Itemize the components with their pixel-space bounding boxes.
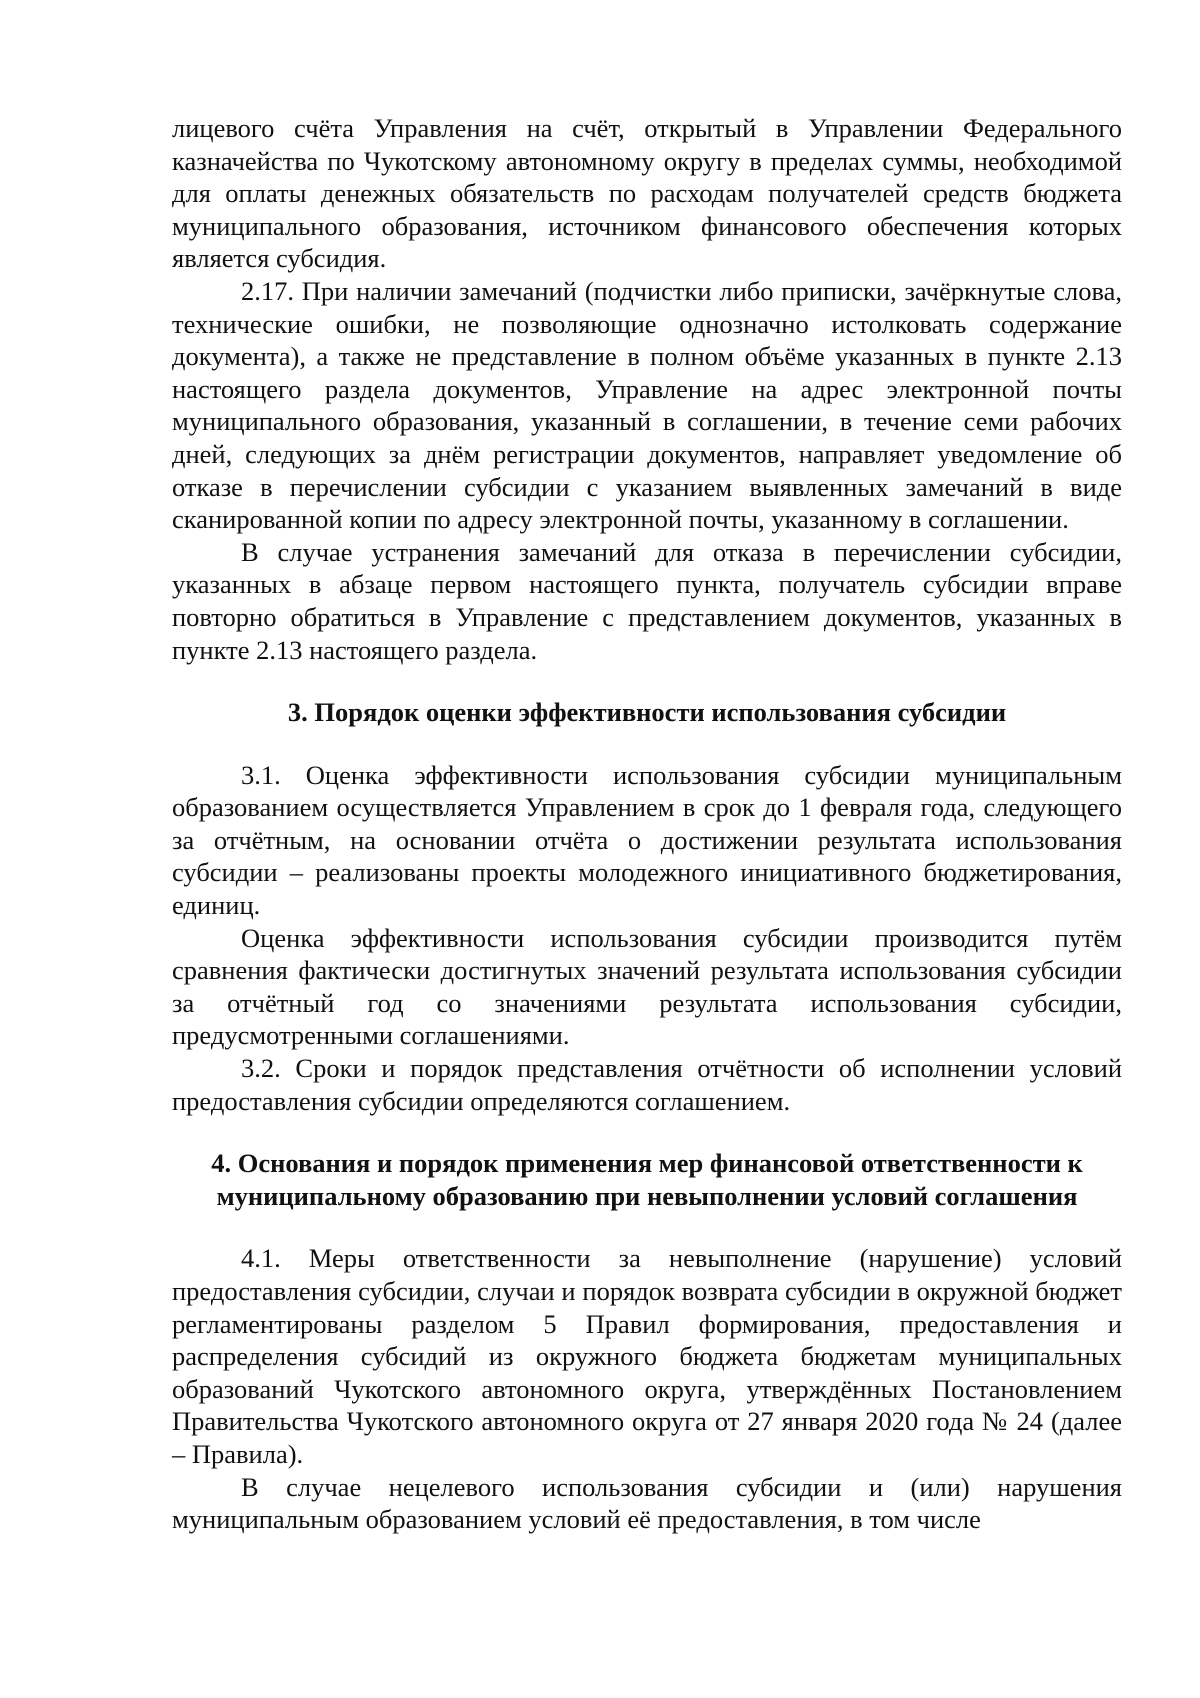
section-4-heading-line1: 4. Основания и порядок применения мер финансовой ответственности к [211, 1148, 1083, 1179]
paragraph-4-1: 4.1. Меры ответственности за невыполнение (нарушение) условий предоставления субсидии, случаи и порядок возврата субсидии в окружной бюджет регламентированы разделом 5 Правил формирования, предоставления и распределения субсидий из окружного бюджета бюджетам муниципальных образований Чукотского автономного округа, утверждённых Постановлением Правительства Чукотского автономного округа от 27 января 2020 года № 24 (далее – Правила). [172, 1243, 1122, 1469]
paragraph-2-17: 2.17. При наличии замечаний (подчистки либо приписки, зачёркнутые слова, технические ошибки, не позволяющие однозначно истолковать содержание документа), а также не представление в полном объёме указанных в пункте 2.13 настоящего раздела документов, Управление на адрес электронной почты муниципального образования, указанный в соглашении, в течение семи рабочих дней, следующих за днём регистрации документов, направляет уведомление об отказе в перечислении субсидии с указанием выявленных замечаний в виде сканированной копии по адресу электронной почты, указанному в соглашении. [172, 275, 1122, 535]
paragraph-3-1: 3.1. Оценка эффективности использования субсидии муниципальным образованием осуществляется Управлением в срок до 1 февраля года, следующего за отчётным, на основании отчёта о достижении результата использования субсидии – реализованы проекты молодежного инициативного бюджетирования, единиц. [172, 759, 1122, 921]
paragraph-2-17-b: В случае устранения замечаний для отказа в перечислении субсидии, указанных в абзаце первом настоящего пункта, получатель субсидии вправе повторно обратиться в Управление с представлением документов, указанных в пункте 2.13 настоящего раздела. [172, 536, 1122, 665]
section-4-heading-line2: муниципальному образованию при невыполнении условий соглашения [216, 1180, 1078, 1211]
paragraph-3-2: 3.2. Сроки и порядок представления отчётности об исполнении условий предоставления субсидии определяются соглашением. [172, 1053, 1122, 1116]
paragraph-intro: лицевого счёта Управления на счёт, открытый в Управлении Федерального казначейства по Чукотскому автономному округу в пределах суммы, необходимой для оплаты денежных обязательств по расходам получателей средств бюджета муниципального образования, источником финансового обеспечения которых является субсидия. [172, 113, 1122, 274]
section-3-heading: 3. Порядок оценки эффективности использования субсидии [287, 697, 1007, 728]
section-4-heading [172, 1147, 1122, 1212]
document-page [172, 112, 1122, 1536]
paragraph-4-1-b: В случае нецелевого использования субсидии и (или) нарушения муниципальным образованием условий её предоставления, в том числе [172, 1471, 1122, 1535]
paragraph-3-1-b: Оценка эффективности использования субсидии производится путём сравнения фактически достигнутых значений результата использования субсидии за отчётный год со значениями результата использования субсидии, предусмотренными соглашениями. [172, 922, 1122, 1051]
